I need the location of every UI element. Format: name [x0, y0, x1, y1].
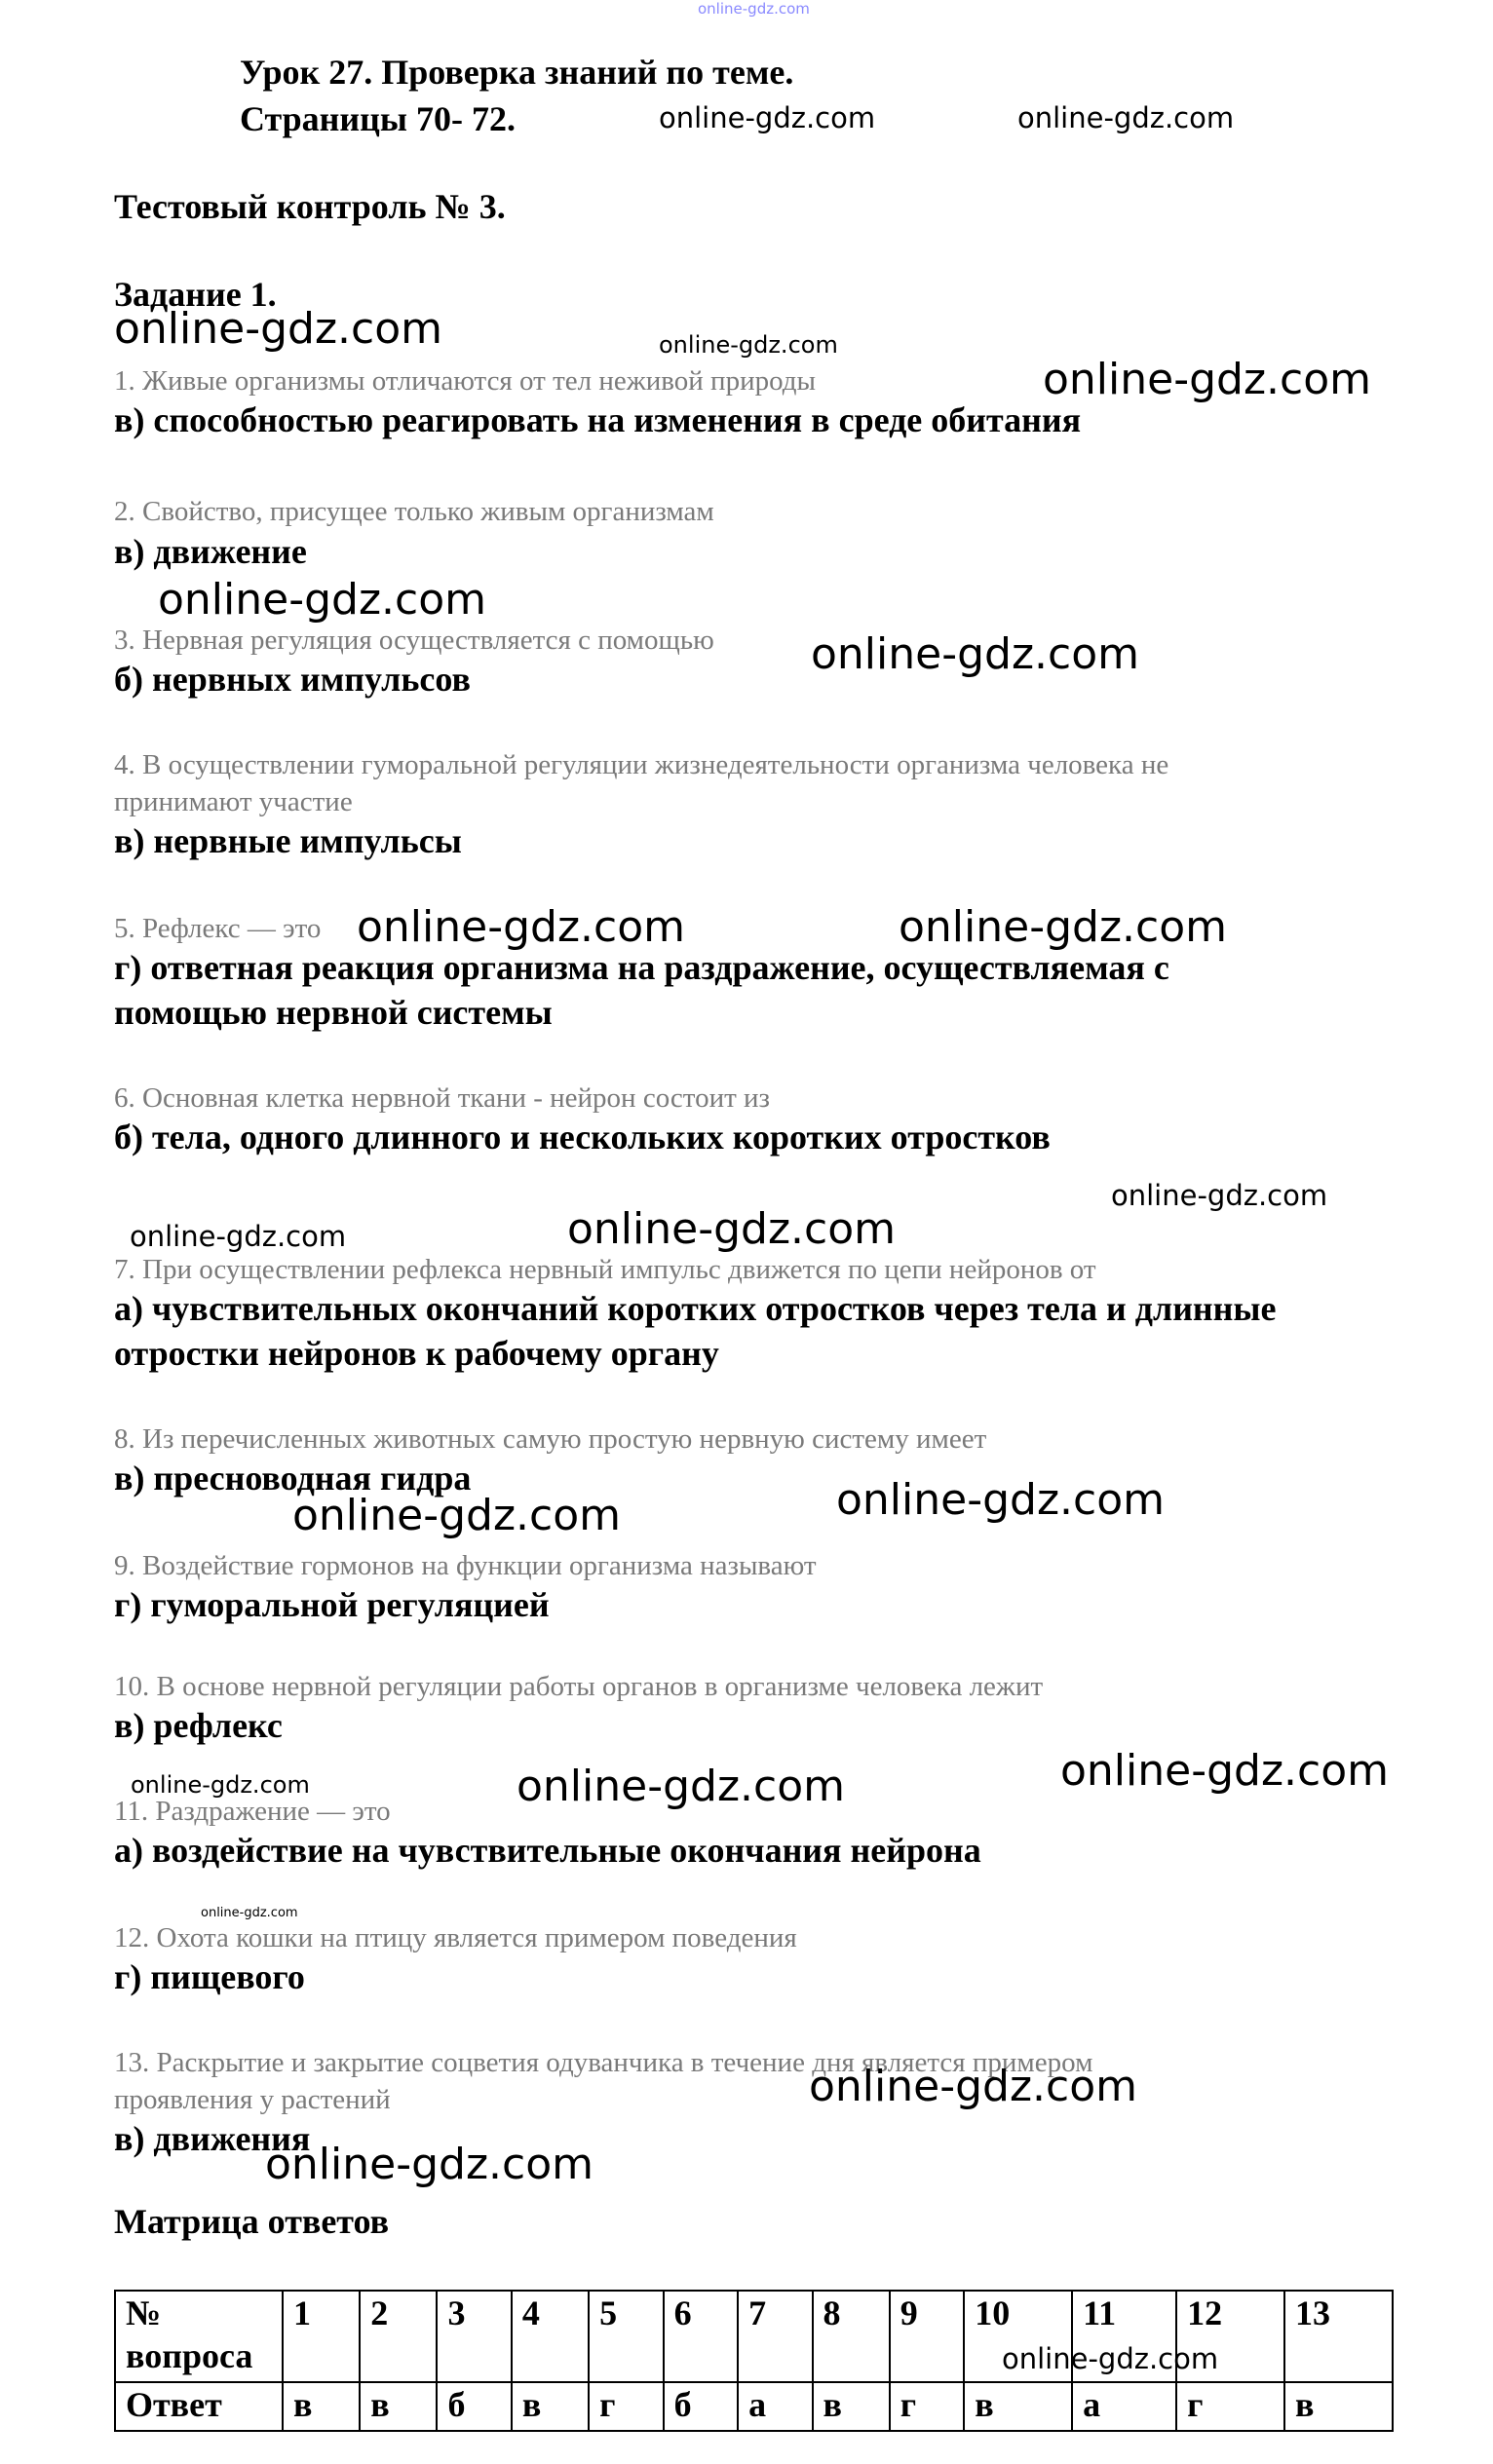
matrix-answer: б [437, 2382, 511, 2431]
matrix-answer: г [1176, 2382, 1284, 2431]
watermark: online-gdz.com [201, 1906, 298, 1920]
matrix-answer: а [1072, 2382, 1176, 2431]
answer-12: г) пищевого [114, 1957, 305, 1996]
matrix-label-vopros: вопроса [126, 2336, 253, 2375]
watermark: online-gdz.com [1043, 355, 1372, 404]
watermark: online-gdz.com [1017, 101, 1235, 134]
answer-2: в) движение [114, 532, 307, 571]
watermark: online-gdz.com [131, 1771, 310, 1799]
watermark: online-gdz.com [517, 1762, 846, 1811]
matrix-number: 7 [738, 2291, 812, 2382]
matrix-number: 11 [1072, 2291, 1176, 2382]
answer-8: в) пресноводная гидра [114, 1459, 472, 1497]
matrix-number: 9 [890, 2291, 964, 2382]
answer-10: в) рефлекс [114, 1706, 283, 1745]
answer-6: б) тела, одного длинного и нескольких коротких отростков [114, 1118, 1051, 1156]
watermark: online-gdz.com [809, 2062, 1138, 2111]
answer-5-line1: г) ответная реакция организма на раздражение, осуществляемая с [114, 948, 1169, 987]
watermark: online-gdz.com [1111, 1179, 1328, 1212]
answer-9: г) гуморальной регуляцией [114, 1585, 550, 1624]
answer-1: в) способностью реагировать на изменения в среде обитания [114, 400, 1082, 439]
watermark: online-gdz.com [567, 1204, 897, 1254]
matrix-answer: а [738, 2382, 812, 2431]
watermark: online-gdz.com [292, 1491, 622, 1540]
task-title: Задание 1. [114, 275, 277, 314]
watermark: online-gdz.com [659, 101, 876, 134]
matrix-number: 6 [664, 2291, 738, 2382]
answer-7-line2: отростки нейронов к рабочему органу [114, 1334, 719, 1373]
question-9: 9. Воздействие гормонов на функции организма называют [114, 1550, 817, 1581]
matrix-answer: в [813, 2382, 890, 2431]
watermark: online-gdz.com [265, 2140, 594, 2189]
question-10: 10. В основе нервной регуляции работы органов в организме человека лежит [114, 1671, 1044, 1702]
matrix-answer: в [360, 2382, 437, 2431]
answer-4: в) нервные импульсы [114, 821, 462, 860]
test-title: Тестовый контроль № 3. [114, 187, 506, 226]
watermark: online-gdz.com [130, 1220, 347, 1253]
matrix-number: 3 [437, 2291, 511, 2382]
matrix-number: 13 [1284, 2291, 1393, 2382]
watermark: online-gdz.com [899, 902, 1228, 952]
question-5: 5. Рефлекс — это [114, 913, 322, 944]
matrix-answer: в [964, 2382, 1072, 2431]
question-13-line2: проявления у растений [114, 2084, 391, 2115]
matrix-number: 12 [1176, 2291, 1284, 2382]
matrix-label-question [115, 2291, 283, 2382]
matrix-number: 2 [360, 2291, 437, 2382]
question-7: 7. При осуществлении рефлекса нервный импульс движется по цепи нейронов от [114, 1254, 1096, 1285]
matrix-number: 10 [964, 2291, 1072, 2382]
question-1: 1. Живые организмы отличаются от тел неживой природы [114, 365, 816, 397]
question-11: 11. Раздражение — это [114, 1796, 391, 1827]
answer-7-line1: а) чувствительных окончаний коротких отростков через тела и длинные [114, 1289, 1277, 1328]
watermark: online-gdz.com [1002, 2342, 1219, 2375]
matrix-number: 4 [512, 2291, 589, 2382]
matrix-number: 5 [589, 2291, 663, 2382]
watermark: online-gdz.com [114, 304, 443, 354]
answer-11: а) воздействие на чувствительные окончания нейрона [114, 1831, 981, 1870]
answer-5-line2: помощью нервной системы [114, 993, 553, 1032]
question-13-line1: 13. Раскрытие и закрытие соцветия одуванчика в течение дня является примером [114, 2047, 1093, 2078]
question-4-line1: 4. В осуществлении гуморальной регуляции жизнедеятельности организма человека не [114, 749, 1169, 780]
question-3: 3. Нервная регуляция осуществляется с помощью [114, 625, 714, 656]
watermark: online-gdz.com [836, 1475, 1166, 1525]
watermark: online-gdz.com [811, 629, 1140, 679]
watermark-top: online-gdz.com [698, 0, 810, 18]
watermark: online-gdz.com [659, 331, 838, 359]
lesson-title: Урок 27. Проверка знаний по теме. [240, 53, 794, 92]
question-8: 8. Из перечисленных животных самую простую нервную систему имеет [114, 1423, 987, 1455]
watermark: online-gdz.com [357, 902, 686, 952]
matrix-row-answers [115, 2382, 1393, 2431]
matrix-answer: в [1284, 2382, 1393, 2431]
matrix-label-answer: Ответ [115, 2382, 283, 2431]
question-4-line2: принимают участие [114, 786, 353, 817]
watermark: online-gdz.com [1060, 1746, 1390, 1796]
matrix-answer: г [890, 2382, 964, 2431]
pages-label: Страницы 70- 72. [240, 99, 516, 138]
question-6: 6. Основная клетка нервной ткани - нейрон состоит из [114, 1082, 771, 1114]
matrix-title: Матрица ответов [114, 2202, 390, 2241]
answer-3: б) нервных импульсов [114, 660, 471, 699]
matrix-answer: г [589, 2382, 663, 2431]
question-2: 2. Свойство, присущее только живым организмам [114, 496, 714, 527]
matrix-label-no: № [126, 2293, 162, 2332]
matrix-number: 8 [813, 2291, 890, 2382]
matrix-answer: б [664, 2382, 738, 2431]
question-12: 12. Охота кошки на птицу является примером поведения [114, 1922, 797, 1953]
watermark: online-gdz.com [158, 575, 487, 625]
answer-13: в) движения [114, 2119, 311, 2158]
matrix-answer: в [512, 2382, 589, 2431]
matrix-number: 1 [283, 2291, 360, 2382]
matrix-answer: в [283, 2382, 360, 2431]
